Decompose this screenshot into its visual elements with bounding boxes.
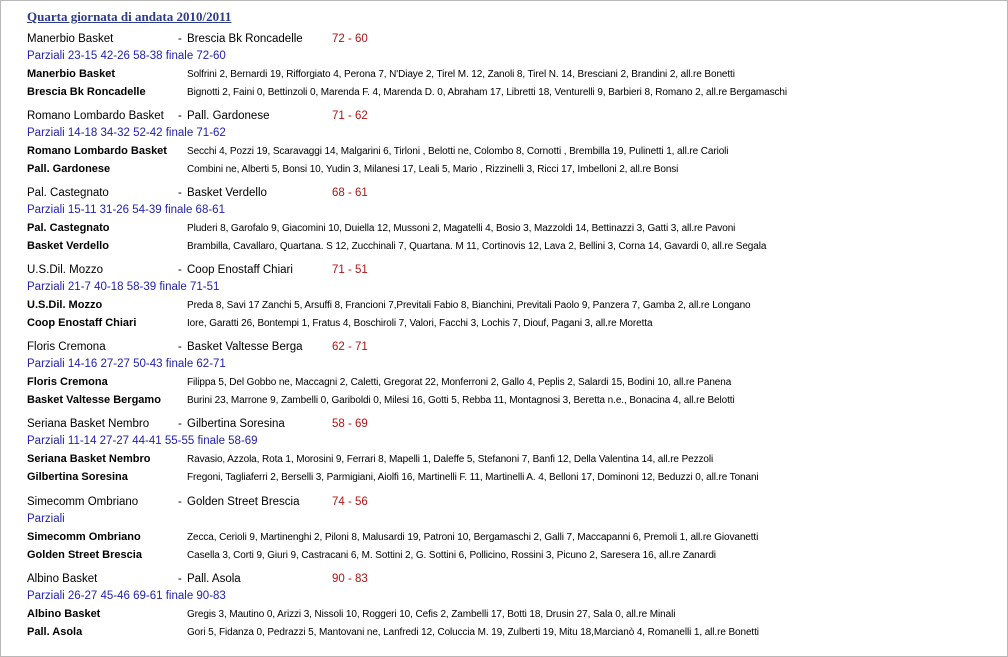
away-stats-row (27, 161, 987, 178)
home-players: Gregis 3, Mautino 0, Arizzi 3, Nissoli 10, Roggeri 10, Cefis 2, Zambelli 17, Botti 18, Drusin 27, Sala 0, all.re Minali (187, 609, 676, 620)
match-line (27, 494, 987, 511)
home-team-label: U.S.Dil. Mozzo (27, 299, 103, 311)
home-team-label: Simecomm Ombriano (27, 531, 141, 543)
team-separator: - (178, 264, 182, 276)
game-block (27, 31, 987, 101)
away-team-label: Basket Valtesse Bergamo (27, 394, 161, 406)
home-players: Filippa 5, Del Gobbo ne, Maccagni 2, Caletti, Gregorat 22, Monferroni 2, Gallo 4, Peplis 2, Salardi 15, Bodini 10, all.re Panena (187, 377, 732, 388)
game-block (27, 416, 987, 486)
partials-line: Parziali 15-11 31-26 54-39 finale 68-61 (27, 204, 225, 216)
final-score: 71 - 62 (332, 110, 368, 122)
home-team-label: Albino Basket (27, 608, 101, 620)
team-separator: - (178, 573, 182, 585)
home-stats-row (27, 374, 987, 391)
team-separator: - (178, 418, 182, 430)
home-stats-row (27, 220, 987, 237)
away-stats-row (27, 547, 987, 564)
match-line (27, 571, 987, 588)
final-score: 62 - 71 (332, 341, 368, 353)
match-line (27, 185, 987, 202)
away-stats-row (27, 315, 987, 332)
away-team-label: Coop Enostaff Chiari (27, 317, 137, 329)
away-team-name: Basket Verdello (187, 187, 267, 199)
game-block (27, 339, 987, 409)
match-line (27, 339, 987, 356)
final-score: 74 - 56 (332, 496, 368, 508)
final-score: 71 - 51 (332, 264, 368, 276)
home-team-label: Pal. Castegnato (27, 222, 110, 234)
away-players: Bignotti 2, Faini 0, Bettinzoli 0, Marenda F. 4, Marenda D. 0, Abraham 17, Libretti 18, Venturelli 9, Barbieri 8, Romano 2, all.re Bergamaschi (187, 87, 788, 98)
away-players: Gori 5, Fidanza 0, Pedrazzi 5, Mantovani ne, Lanfredi 12, Coluccia M. 19, Zulberti 19, Mitu 18,Marcianò 4, Romanelli 1, all.re Bonetti (187, 627, 759, 638)
home-stats-row (27, 529, 987, 546)
team-separator: - (178, 33, 182, 45)
game-block (27, 185, 987, 255)
home-team-name: Romano Lombardo Basket (27, 110, 164, 122)
final-score: 58 - 69 (332, 418, 368, 430)
away-players: Casella 3, Corti 9, Giuri 9, Castracani 6, M. Sottini 2, G. Sottini 6, Pollicino, Rossini 3, Picuno 2, Saresera 16, all.re Zanardi (187, 550, 716, 561)
team-separator: - (178, 496, 182, 508)
away-stats-row (27, 469, 987, 486)
away-players: Brambilla, Cavallaro, Quartana. S 12, Zucchinali 7, Quartana. M 11, Cortinovis 12, Lava 2, Bellini 3, Corna 14, Gavardi 0, all.re Segala (187, 241, 767, 252)
away-team-label: Golden Street Brescia (27, 549, 142, 561)
final-score: 90 - 83 (332, 573, 368, 585)
home-players: Zecca, Cerioli 9, Martinenghi 2, Piloni 8, Malusardi 19, Patroni 10, Bergamaschi 2, Galli 7, Maccapanni 6, Premoli 1, all.re Giovanetti (187, 532, 759, 543)
team-separator: - (178, 110, 182, 122)
away-team-name: Pall. Asola (187, 573, 241, 585)
away-team-name: Pall. Gardonese (187, 110, 270, 122)
team-separator: - (178, 341, 182, 353)
home-team-label: Manerbio Basket (27, 68, 116, 80)
home-players: Secchi 4, Pozzi 19, Scaravaggi 14, Malgarini 6, Tirloni , Belotti ne, Colombo 8, Cornotti , Brembilla 19, Pulinetti 1, all.re Carioli (187, 146, 729, 157)
away-team-label: Basket Verdello (27, 240, 109, 252)
away-stats-row (27, 624, 987, 641)
home-team-name: Floris Cremona (27, 341, 106, 353)
match-line (27, 262, 987, 279)
home-stats-row (27, 606, 987, 623)
home-stats-row (27, 297, 987, 314)
home-players: Pluderi 8, Garofalo 9, Giacomini 10, Duiella 12, Mussoni 2, Magatelli 4, Bosio 3, Mazzoldi 14, Bettinazzi 3, Gatti 3, all.re Pavoni (187, 223, 736, 234)
away-players: Fregoni, Tagliaferri 2, Berselli 3, Parmigiani, Aiolfi 16, Martinelli F. 11, Martinelli A. 4, Belloni 17, Dominoni 12, Beduzzi 0, all.re Tonani (187, 472, 759, 483)
home-stats-row (27, 143, 987, 160)
home-team-label: Seriana Basket Nembro (27, 453, 151, 465)
home-stats-row (27, 66, 987, 83)
home-team-name: U.S.Dil. Mozzo (27, 264, 104, 276)
final-score: 68 - 61 (332, 187, 368, 199)
away-players: Iore, Garatti 26, Bontempi 1, Fratus 4, Boschiroli 7, Valori, Facchi 3, Lochis 7, Diouf, Pagani 3, all.re Moretta (187, 318, 653, 329)
home-stats-row (27, 451, 987, 468)
team-separator: - (178, 187, 182, 199)
away-players: Combini ne, Alberti 5, Bonsi 10, Yudin 3, Milanesi 17, Leali 5, Mario , Rizzinelli 3, Ricci 17, Imbelloni 2, all.re Bonsi (187, 164, 679, 175)
home-players: Preda 8, Savi 17 Zanchi 5, Arsuffi 8, Francioni 7,Previtali Fabio 8, Bianchini, Previtali Paolo 9, Panzera 7, Gamba 2, all.re Longano (187, 300, 751, 311)
partials-line: Parziali 21-7 40-18 58-39 finale 71-51 (27, 281, 220, 293)
home-players: Ravasio, Azzola, Rota 1, Morosini 9, Ferrari 8, Mapelli 1, Daleffe 5, Stefanoni 7, Banfi 12, Della Valentina 14, all.re Pezzoli (187, 454, 714, 465)
partials-line: Parziali 23-15 42-26 58-38 finale 72-60 (27, 50, 226, 62)
partials-line: Parziali 11-14 27-27 44-41 55-55 finale 58-69 (27, 435, 258, 447)
match-line (27, 416, 987, 433)
game-block (27, 262, 987, 332)
page-title[interactable]: Quarta giornata di andata 2010/2011 (27, 9, 232, 24)
home-players: Solfrini 2, Bernardi 19, Rifforgiato 4, Perona 7, N'Diaye 2, Tirel M. 12, Zanoli 8, Tirel N. 14, Bresciani 2, Brandini 2, all.re Bonetti (187, 69, 735, 80)
away-stats-row (27, 84, 987, 101)
away-team-name: Basket Valtesse Berga (187, 341, 303, 353)
partials-line: Parziali 14-16 27-27 50-43 finale 62-71 (27, 358, 226, 370)
partials-line: Parziali 14-18 34-32 52-42 finale 71-62 (27, 127, 226, 139)
home-team-name: Albino Basket (27, 573, 98, 585)
home-team-name: Simecomm Ombriano (27, 496, 139, 508)
away-team-name: Coop Enostaff Chiari (187, 264, 293, 276)
home-team-label: Romano Lombardo Basket (27, 145, 167, 157)
away-stats-row (27, 392, 987, 409)
away-team-label: Pall. Gardonese (27, 163, 111, 175)
game-block (27, 108, 987, 178)
partials-line: Parziali 26-27 45-46 69-61 finale 90-83 (27, 590, 226, 602)
home-team-name: Pal. Castegnato (27, 187, 109, 199)
game-block (27, 494, 987, 564)
home-team-name: Manerbio Basket (27, 33, 114, 45)
home-team-label: Floris Cremona (27, 376, 108, 388)
away-team-label: Pall. Asola (27, 626, 83, 638)
game-block (27, 571, 987, 641)
away-team-name: Brescia Bk Roncadelle (187, 33, 303, 45)
away-team-name: Gilbertina Soresina (187, 418, 285, 430)
match-line (27, 108, 987, 125)
partials-line: Parziali (27, 513, 65, 525)
away-stats-row (27, 238, 987, 255)
away-team-name: Golden Street Brescia (187, 496, 300, 508)
final-score: 72 - 60 (332, 33, 368, 45)
match-line (27, 31, 987, 48)
home-team-name: Seriana Basket Nembro (27, 418, 150, 430)
away-team-label: Brescia Bk Roncadelle (27, 86, 146, 98)
away-team-label: Gilbertina Soresina (27, 471, 128, 483)
away-players: Burini 23, Marrone 9, Zambelli 0, Gariboldi 0, Milesi 16, Gotti 5, Rebba 11, Montagnosi 3, Beretta n.e., Bonacina 4, all.re Belotti (187, 395, 735, 406)
